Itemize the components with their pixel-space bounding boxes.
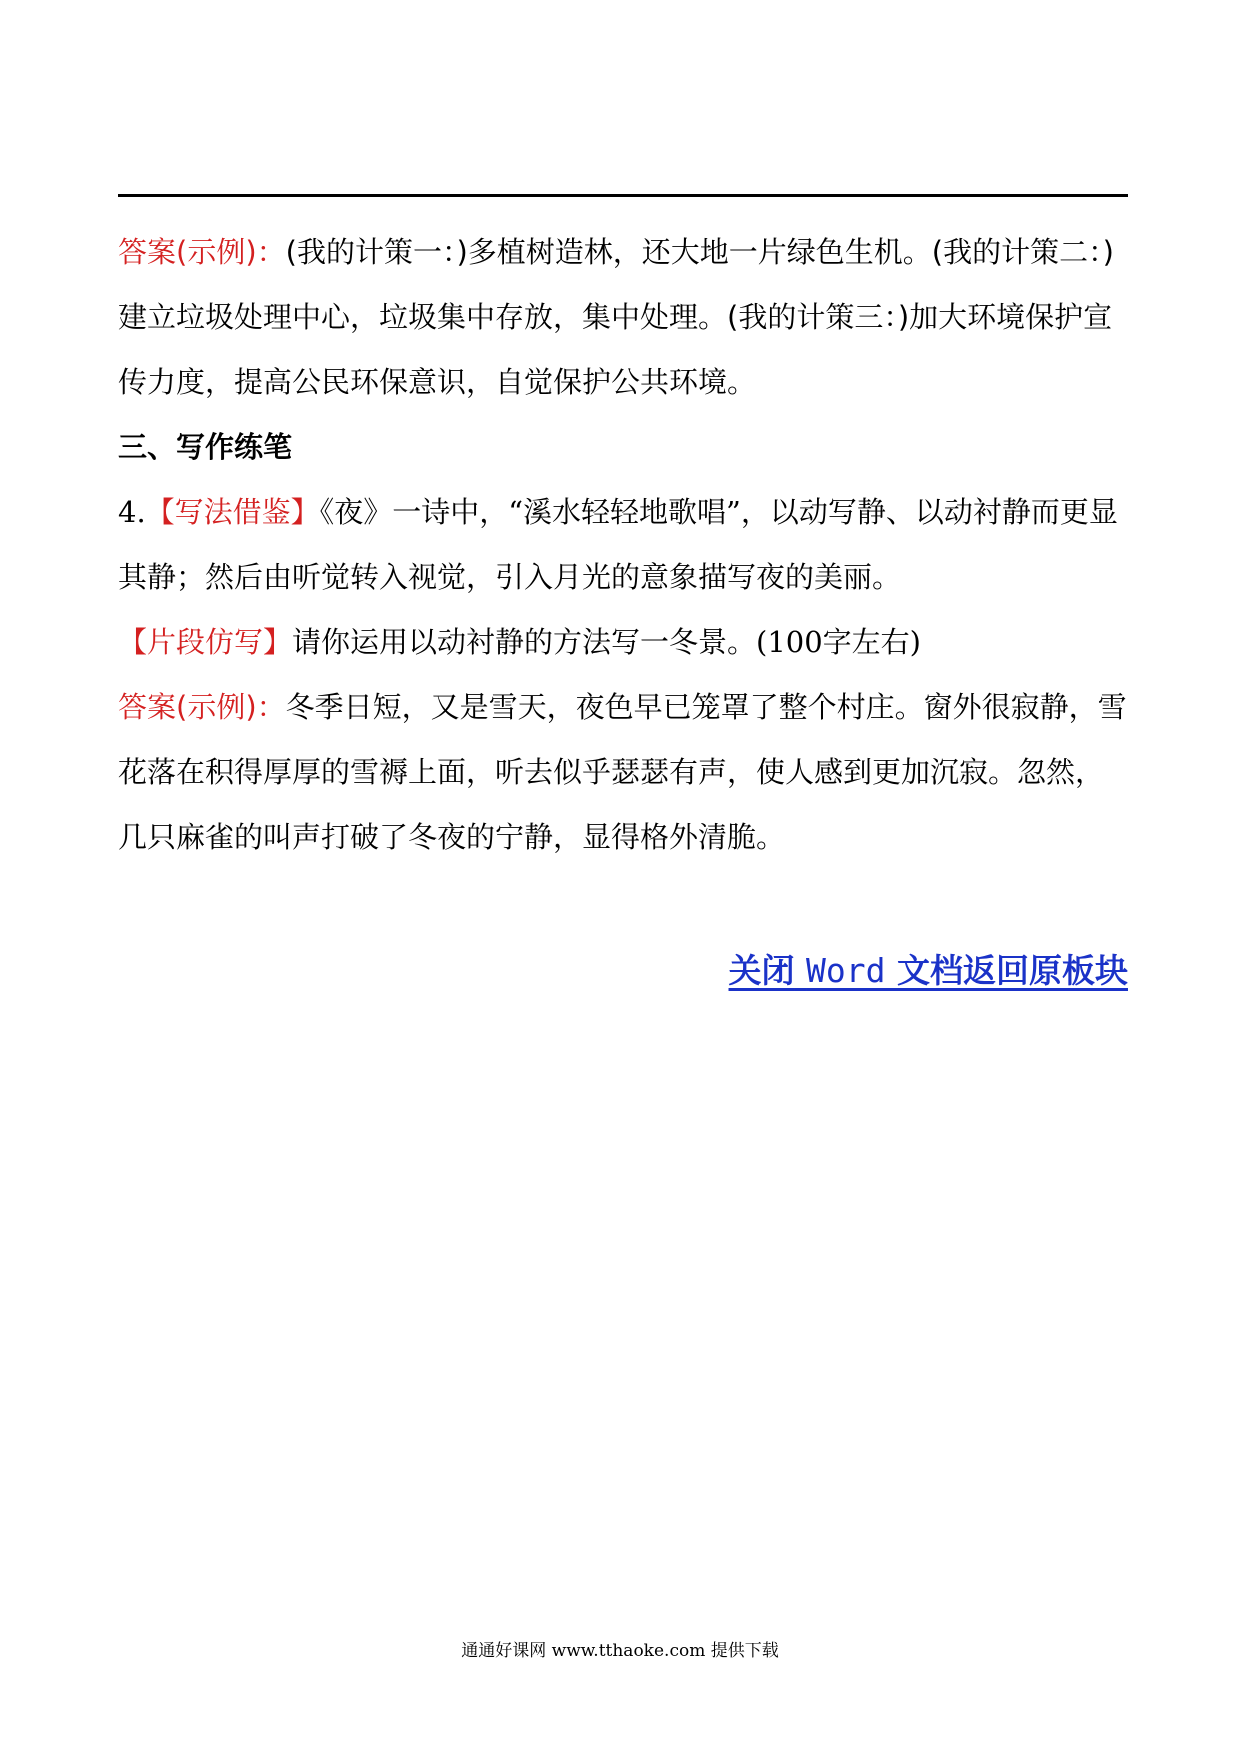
link-part-1: 关闭	[728, 951, 795, 990]
question-4	[118, 480, 1128, 610]
page-footer: 通通好课网 www.tthaoke.com 提供下载	[461, 1641, 779, 1661]
top-divider	[118, 194, 1128, 197]
close-document-link[interactable]	[729, 945, 1128, 992]
document-body	[118, 220, 1128, 870]
imitation-prompt	[118, 610, 1128, 675]
imitation-text: 请你运用以动衬静的方法写一冬景。(100字左右)	[292, 625, 921, 659]
answer-text: (我的计策一：)多植树造林，还大地一片绿色生机。(我的计策二：)建立垃圾处理中心，垃圾集中存放，集中处理。(我的计策三：)加大环境保护宣传力度，提高公民环保意识，自觉保护公共环境。	[118, 235, 1114, 399]
question-number: 4.	[118, 495, 146, 529]
link-part-3: 文档返回原板块	[897, 951, 1128, 990]
link-part-2: Word	[806, 951, 886, 990]
writing-method-tag: 【写法借鉴】	[145, 495, 320, 529]
question-4-text: 《夜》一诗中，“溪水轻轻地歌唱”，以动写静、以动衬静而更显其静；然后由听觉转入视觉，引入月光的意象描写夜的美丽。	[118, 495, 1118, 594]
answer-label: 答案(示例)：	[118, 235, 286, 269]
answer-paragraph-1	[118, 220, 1128, 415]
imitation-tag: 【片段仿写】	[118, 625, 293, 659]
answer-label: 答案(示例)：	[118, 690, 286, 724]
section-heading: 三、写作练笔	[118, 430, 293, 464]
answer-text: 冬季日短，又是雪天，夜色早已笼罩了整个村庄。窗外很寂静，雪花落在积得厚厚的雪褥上面，听去似乎瑟瑟有声，使人感到更加沉寂。忽然，几只麻雀的叫声打破了冬夜的宁静，显得格外清脆。	[118, 690, 1127, 854]
answer-paragraph-2	[118, 675, 1128, 870]
